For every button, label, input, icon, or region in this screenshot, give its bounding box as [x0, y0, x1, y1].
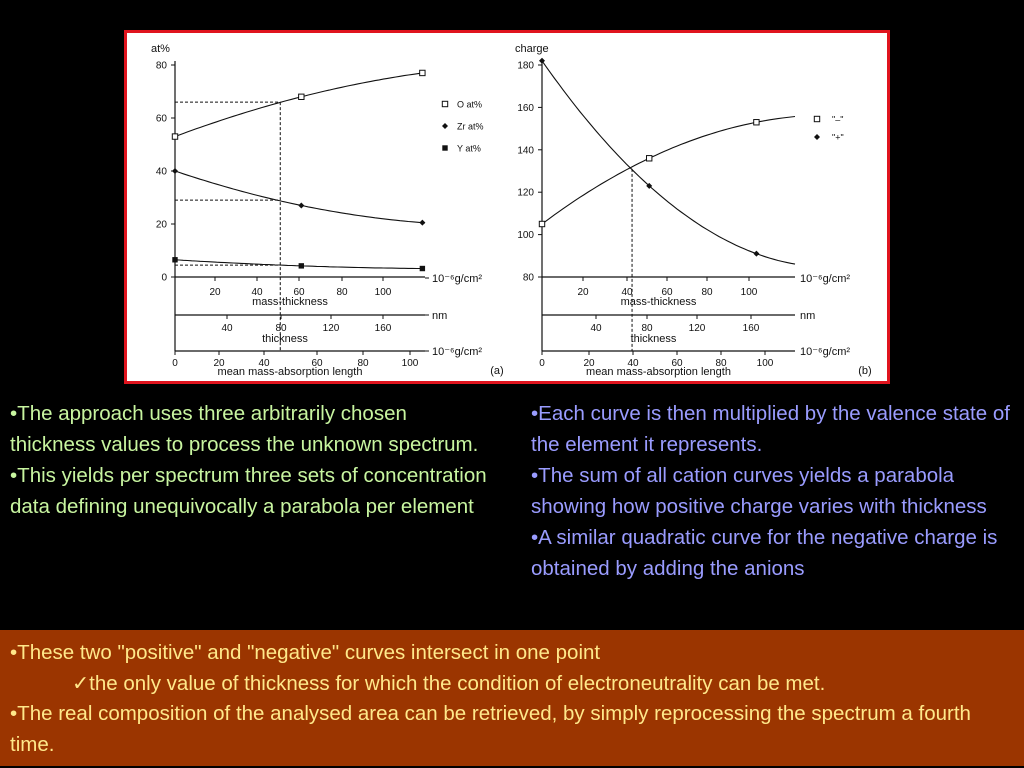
chart-a-ytick-label: 0 [161, 272, 167, 284]
chart-b-xlabel: mass-thickness [620, 296, 697, 308]
chart-a-xtick-label: 60 [293, 287, 305, 298]
left-text-block [10, 398, 490, 522]
chart-b-legend-label-0: "–" [832, 114, 844, 125]
chart-b-xtick-label: 60 [661, 287, 673, 298]
chart-b-mma-tick-label: 20 [583, 358, 595, 369]
chart-a-ytick-label: 60 [155, 113, 167, 125]
chart-b-xtick-label: 40 [621, 287, 633, 298]
right-text-block [531, 398, 1016, 584]
chart-b-legend-label-1: "+" [832, 132, 844, 143]
chart-a-point-0-0 [172, 134, 177, 139]
chart-b-legend-marker-0 [814, 116, 819, 121]
conclusion-band [0, 630, 1024, 766]
chart-a-nm-tick-label: 80 [275, 323, 287, 334]
chart-a-mma-tick-label: 40 [258, 358, 270, 369]
chart-a-point-1-0 [172, 168, 178, 174]
chart-a-point-1-1 [298, 202, 304, 208]
chart-a-xlabel: mass-thickness [252, 296, 328, 308]
chart-b-ytick-label: 180 [517, 60, 534, 72]
chart-a-ytick-label: 40 [155, 166, 167, 178]
chart-a-xtick-label: 80 [336, 287, 348, 298]
chart-b-ytick-label: 100 [517, 230, 534, 242]
chart-b-mma-tick-label: 60 [671, 358, 683, 369]
chart-a-legend-label-0: O at% [457, 99, 483, 110]
chart-a-xtick-label: 20 [209, 287, 221, 298]
chart-b-xtick-label: 100 [740, 287, 758, 298]
chart-a-ytick-label: 20 [155, 219, 167, 231]
unit-label-nm: nm [432, 310, 448, 322]
chart-a-point-0-1 [299, 94, 304, 99]
chart-b-ytick-label: 80 [522, 272, 534, 284]
chart-a-series-line-1 [175, 171, 425, 223]
charge-balance-charts [127, 33, 887, 381]
chart-b-ytick-label: 140 [517, 145, 534, 157]
chart-a-point-1-2 [419, 220, 425, 226]
chart-a-mma-tick-label: 60 [311, 358, 323, 369]
chart-b-point-0-2 [754, 120, 759, 125]
right-bullet-2: •The sum of all cation curves yields a parabola showing how positive charge varies with thickness [531, 464, 987, 518]
chart-b-mma-label: mean mass-absorption length [586, 366, 731, 378]
chart-a-series-line-0 [175, 73, 425, 137]
chart-b-nm-tick-label: 80 [641, 323, 653, 334]
chart-a-mma-tick-label: 20 [213, 358, 225, 369]
chart-a-point-2-2 [420, 266, 425, 271]
conclusion-bullet-1: •These two "positive" and "negative" curves intersect in one point [10, 641, 601, 664]
chart-b-series-line-1 [542, 61, 795, 264]
chart-a-point-2-0 [172, 257, 177, 262]
chart-a-legend-marker-0 [442, 101, 447, 106]
chart-a-legend-label-1: Zr at% [457, 121, 484, 132]
chart-b-xtick-label: 20 [577, 287, 589, 298]
chart-b-nm-label: thickness [630, 333, 677, 345]
chart-a-mma-tick-label: 100 [401, 358, 419, 369]
chart-b-nm-tick-label: 40 [590, 323, 602, 334]
chart-a-ylabel: at% [151, 43, 170, 55]
unit-label-mass: 10⁻⁶g/cm² [432, 273, 483, 285]
chart-b-mma-tick-label: 100 [756, 358, 774, 369]
chart-a-nm-label: thickness [262, 333, 308, 345]
chart-a-legend-marker-2 [442, 145, 447, 150]
unit-label-nm-b: nm [800, 310, 816, 322]
chart-b-mma-tick-label: 40 [627, 358, 639, 369]
chart-a-ytick-label: 80 [155, 60, 167, 72]
chart-b-mma-tick-label: 80 [715, 358, 727, 369]
chart-b-point-0-0 [539, 221, 544, 226]
chart-b-ytick-label: 160 [517, 102, 534, 114]
chart-a-mma-tick-label: 80 [357, 358, 369, 369]
unit-label-mma-b: 10⁻⁶g/cm² [800, 346, 851, 358]
conclusion-checkmark-line: ✓the only value of thickness for which the condition of electroneutrality can be met. [72, 671, 826, 695]
chart-a-nm-tick-label: 160 [374, 323, 392, 334]
right-bullet-3: •A similar quadratic curve for the negative charge is obtained by adding the anions [531, 526, 998, 580]
chart-a-legend-marker-1 [442, 123, 448, 129]
chart-a-xtick-label: 100 [374, 287, 392, 298]
chart-b-point-1-2 [753, 251, 759, 257]
left-bullet-1: •The approach uses three arbitrarily chosen thickness values to process the unknown spectrum. [10, 402, 479, 456]
chart-b-nm-tick-label: 120 [688, 323, 706, 334]
chart-a-xtick-label: 40 [251, 287, 263, 298]
chart-b-nm-tick-label: 160 [742, 323, 760, 334]
chart-b-mma-tick-label: 0 [539, 358, 545, 369]
conclusion-bullet-2: •The real composition of the analysed area can be retrieved, by simply reprocessing the spectrum a fourth time. [10, 702, 971, 756]
figure-panel [124, 30, 890, 384]
chart-b-point-0-1 [647, 156, 652, 161]
chart-b-ylabel: charge [515, 43, 549, 55]
chart-a-point-0-2 [420, 70, 425, 75]
unit-label-mma: 10⁻⁶g/cm² [432, 346, 483, 358]
chart-a-point-2-1 [299, 263, 304, 268]
chart-b-ytick-label: 120 [517, 187, 534, 199]
chart-a-nm-tick-label: 40 [221, 323, 233, 334]
chart-a-mma-label: mean mass-absorption length [217, 366, 363, 378]
chart-b-legend-marker-1 [814, 134, 820, 140]
chart-a-nm-tick-label: 120 [322, 323, 340, 334]
chart-a-panel-label: (a) [490, 365, 504, 377]
chart-b-xtick-label: 80 [701, 287, 713, 298]
left-bullet-2: •This yields per spectrum three sets of concentration data defining unequivocally a parabola per element [10, 464, 487, 518]
chart-a-legend-label-2: Y at% [457, 143, 481, 154]
chart-b-panel-label: (b) [858, 365, 872, 377]
right-bullet-1: •Each curve is then multiplied by the valence state of the element it represents. [531, 402, 1010, 456]
chart-b-series-line-0 [542, 117, 795, 225]
unit-label-mass-b: 10⁻⁶g/cm² [800, 273, 851, 285]
chart-a-mma-tick-label: 0 [172, 358, 178, 369]
